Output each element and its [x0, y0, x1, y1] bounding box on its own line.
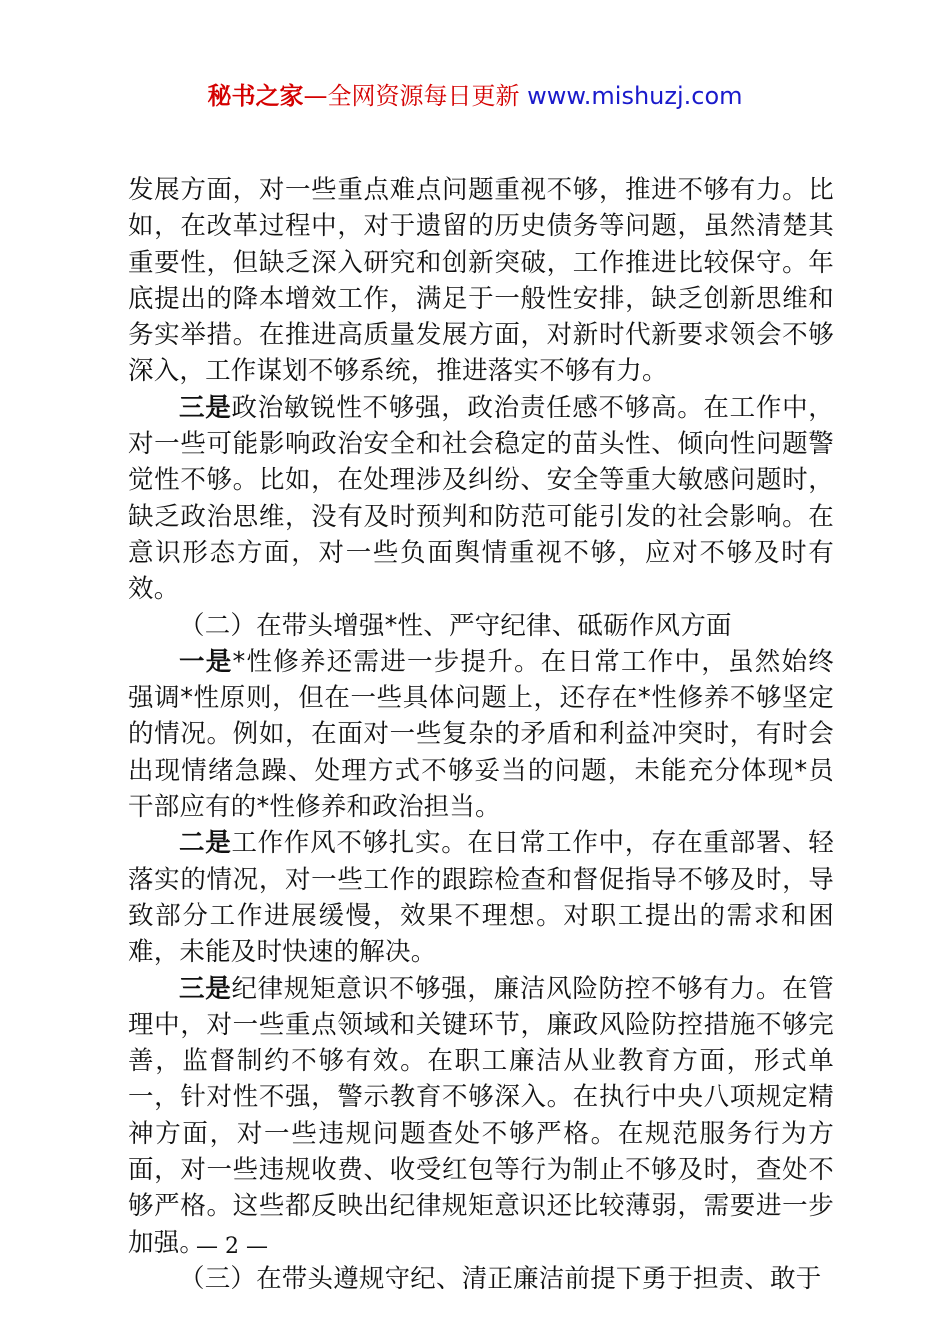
paragraph-text: 工作作风不够扎实。在日常工作中，存在重部署、轻落实的情况，对一些工作的跟踪检查和督促指导不够及时，导致部分工作进展缓慢，效果不理想。对职工提出的需求和困难，未能及时快速的解决。 [128, 828, 834, 968]
page-number: — 2 — [196, 1234, 268, 1259]
site-header [0, 80, 950, 112]
section-heading [128, 608, 834, 644]
body-paragraph [128, 825, 834, 970]
paragraph-text: 政治敏锐性不够强，政治责任感不够高。在工作中，对一些可能影响政治安全和社会稳定的苗头性、倾向性问题警觉性不够。比如，在处理涉及纠纷、安全等重大敏感问题时，缺乏政治思维，没有及时预判和防范可能引发的社会影响。在意识形态方面，对一些负面舆情重视不够，应对不够及时有效。 [128, 392, 834, 605]
section-heading [128, 1261, 834, 1297]
paragraph-lead: 三是 [179, 973, 232, 1004]
section-heading-text: （三）在带头遵规守纪、清正廉洁前提下勇于担责、敢于 [179, 1263, 822, 1294]
paragraph-lead: 二是 [179, 828, 232, 859]
section-heading-text: （二）在带头增强*性、严守纪律、砥砺作风方面 [179, 610, 732, 641]
paragraph-text: 纪律规矩意识不够强，廉洁风险防控不够有力。在管理中，对一些重点领域和关键环节，廉政风险防控措施不够完善，监督制约不够有效。在职工廉洁从业教育方面，形式单一，针对性不强，警示教育不够深入。在执行中央八项规定精神方面，对一些违规问题查处不够严格。在规范服务行为方面，对一些违规收费、收受红包等行为制止不够及时，查处不够严格。这些都反映出纪律规矩意识还比较薄弱，需要进一步加强。 [128, 973, 834, 1258]
paragraph-lead: 一是 [179, 646, 233, 677]
paragraph-text: *性修养还需进一步提升。在日常工作中，虽然始终强调*性原则，但在一些具体问题上，还存在*性修养不够坚定的情况。例如，在面对一些复杂的矛盾和利益冲突时，有时会出现情绪急躁、处理方式不够妥当的问题，未能充分体现*员干部应有的*性修养和政治担当。 [128, 646, 834, 823]
document-body [128, 172, 834, 1297]
site-tagline: —全网资源每日更新 [303, 82, 528, 110]
paragraph-text: 发展方面，对一些重点难点问题重视不够，推进不够有力。比如，在改革过程中，对于遗留的历史债务等问题，虽然清楚其重要性，但缺乏深入研究和创新突破，工作推进比较保守。年底提出的降本增效工作，满足于一般性安排，缺乏创新思维和务实举措。在推进高质量发展方面，对新时代新要求领会不够深入，工作谋划不够系统，推进落实不够有力。 [128, 175, 834, 387]
site-url-link[interactable]: www.mishuzj.com [527, 82, 743, 110]
body-paragraph [128, 971, 834, 1261]
body-paragraph-continuation [128, 172, 834, 390]
body-paragraph [128, 644, 834, 825]
body-paragraph [128, 390, 834, 608]
site-brand: 秘书之家 [207, 82, 304, 110]
paragraph-lead: 三是 [179, 392, 232, 423]
